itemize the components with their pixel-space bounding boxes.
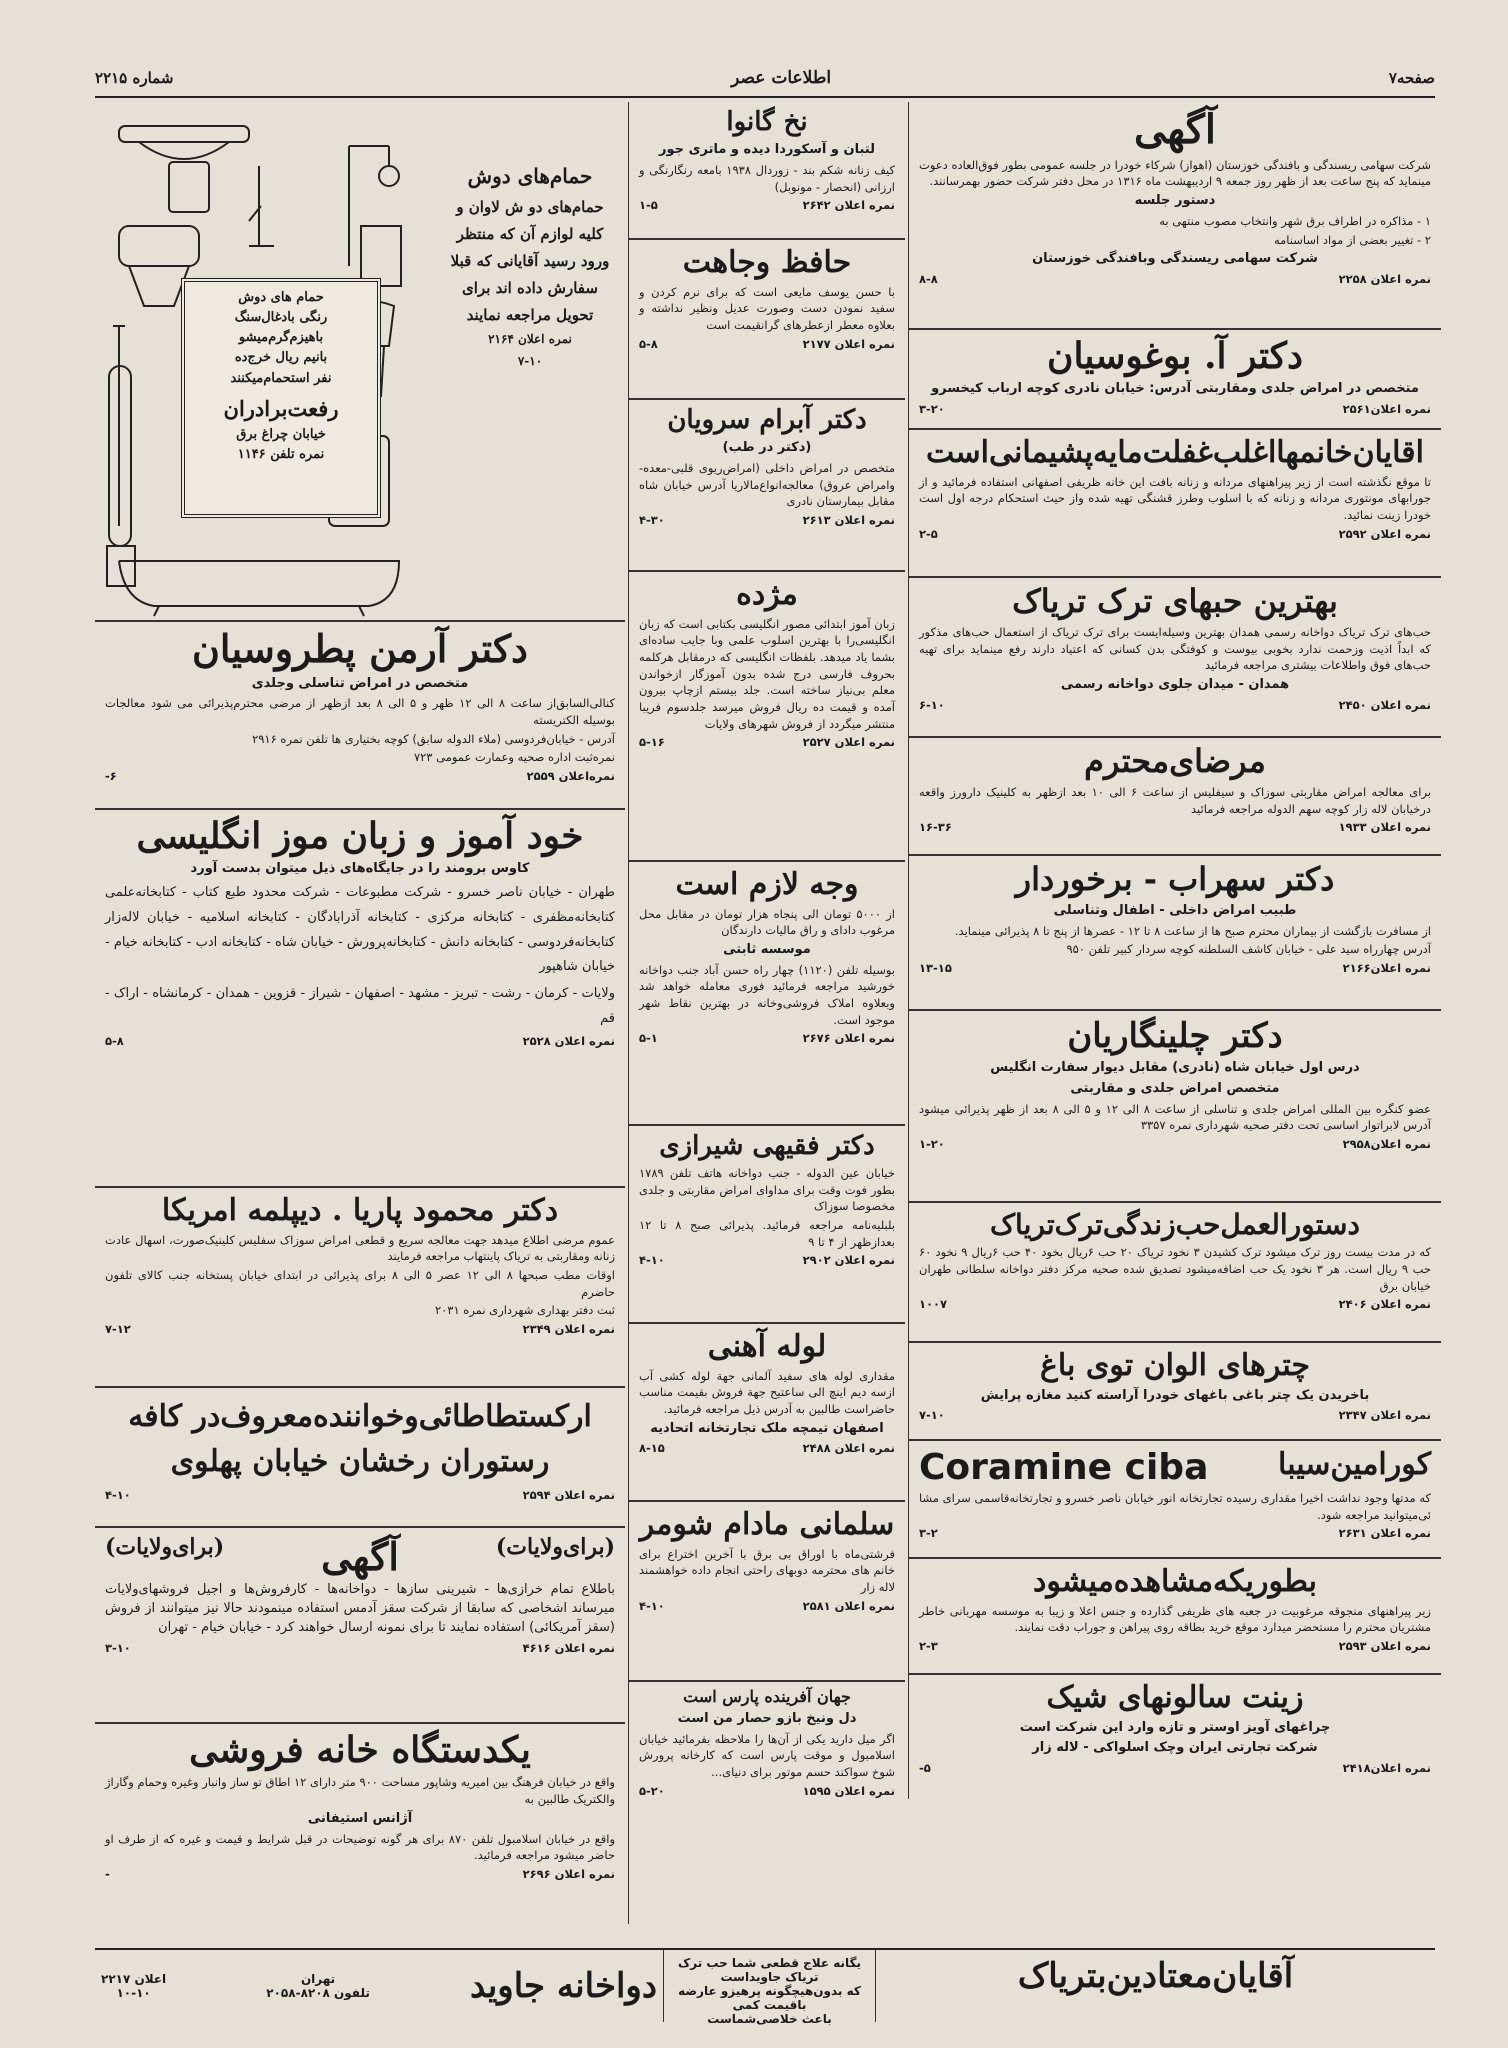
ad-text: بوسیله تلفن (۱۱۲۰) چهار راه حسن آباد جنب دواخانه خورشید مراجعه فرمائید فوری معامله خواهد شد وبعلاوه املاک فروشی‌وخانه در بهترین نقاط شهر موجود است. — [639, 962, 895, 1027]
ad-title: دکتر آبرام سرویان — [667, 405, 867, 435]
ref-number: نمره اعلان ۲۶۱۳ — [802, 512, 895, 527]
ref-number: نمره اعلان ۲۳۴۷ — [1338, 1408, 1431, 1423]
ad-title: زینت سالونهای شیک — [1046, 1680, 1304, 1715]
ad-title: خود آموز و زبان موز انگلیسی — [136, 815, 584, 857]
frame-phone: نمره تلفن ۱۱۴۶ — [237, 447, 325, 463]
ad-title-latin: Coramine ciba — [919, 1447, 1209, 1488]
ad-text: عضو کنگره بین المللی امراض جلدی و تناسلی از ساعت ۸ الی ۱۲ و ۵ الی ۸ بعد از ظهر پذیرائی میشود آدرس لابراتوار اساسی تحت دفتر صحیه شهرداری نمره ۳۳۵۷ — [919, 1101, 1431, 1133]
footer-line: یگانه علاج قطعی شما حب ترک تریاک جاویداست — [677, 1956, 862, 1984]
ad-title: دکتر فقیهی شیرازی — [659, 1131, 875, 1161]
ad-title: آگهی — [1134, 106, 1216, 153]
ad-shower-baths — [95, 102, 625, 622]
ad-ref — [919, 961, 1431, 975]
ad-text: متخصص در امراض جلدی ومقاربتی آدرس: خیابان نادری کوچه ارباب کیخسرو — [931, 381, 1419, 397]
ad-text: که مدتها وجود نداشت اخیرا مقداری رسیده تجارتخانه انور خیابان ناصر خسرو و تجارتخانه‌قاسمی سرای مشا ئی‌میتوانید مراجعه شود. — [919, 1491, 1431, 1522]
ad-patients — [909, 738, 1441, 856]
ad-ref — [639, 198, 895, 212]
ref-code: ۵-۸ — [105, 1034, 124, 1049]
ad-text: شرکت سهامی ریسندگی و بافندگی خوزستان (اهواز) شرکاء خودرا در جلسه عمومی بطور فوق‌العاده دعوت مینماید که پنج ساعت بعد از ظهر روز جمعه ۹ اردیبهشت ماه ۱۳۱۶ در محل دفتر شرکت حضور بهمرسانند. — [919, 157, 1431, 189]
ad-text: فرشتی‌ماه با اوراق بی برق با آخرین اختراع برای خانم های محترمه دوبهای راحتی انجام داده خواهشمند لاله زار — [639, 1546, 895, 1594]
ref-number: نمره اعلان۲۴۱۸ — [1342, 1761, 1431, 1776]
ref-code: ۶- — [105, 769, 117, 784]
ad-title: حافظ وجاهت — [682, 245, 852, 280]
bath-ad-text — [445, 158, 615, 372]
ref-code: ۵-۸ — [639, 336, 658, 351]
footer-phone: تلفون ۸۲۰۸-۲۰۵۸ — [266, 1986, 370, 2000]
ad-title: نخ گانوا — [726, 107, 808, 137]
ad-ref — [919, 402, 1431, 416]
ref-code: ۱۰-۱۰ — [116, 1986, 151, 2000]
ad-title: دکتر چلینگاریان — [1067, 1016, 1283, 1056]
ad-text: ولایات - کرمان - رشت - تبریز - مشهد - اصفهان - شیراز - قزوین - همدان - کرمانشاه - اراک - قم — [105, 985, 615, 1026]
ref-code: ۲-۵ — [919, 526, 938, 541]
page-number: صفحه۷ — [1388, 69, 1435, 87]
ad-text: اصفهان تیمچه ملک تجارتخانه اتحادیه — [650, 1420, 884, 1436]
ref-number: نمره اعلان ۲۹۰۲ — [802, 1253, 895, 1268]
ad-ref — [919, 527, 1431, 541]
footer-title: آقایان‌معتادین‌بتریاک — [1017, 1956, 1294, 1996]
ad-title: دستورالعمل‌حب‌زندگی‌ترک‌تریاک — [990, 1208, 1360, 1241]
ref-code: ۷-۱۲ — [105, 1321, 131, 1336]
ad-title: چترهای الوان توی باغ — [1040, 1348, 1310, 1383]
ad-text: ۲ - تغییر بعضی از مواد اساسنامه — [1273, 232, 1431, 247]
ad-title: دکتر سهراب - برخوردار — [1015, 860, 1335, 898]
ad-opium-pills — [909, 578, 1441, 738]
ref-code: ۱۰۰۷ — [919, 1297, 948, 1312]
ad-life-pills — [909, 1203, 1441, 1343]
ref-number: نمره اعلان ۲۴۵۰ — [1338, 697, 1431, 712]
ad-paria — [95, 1188, 625, 1388]
ad-text: که در مدت بیست روز ترک میشود ترک کشیدن ۳ نخود تریاک ۲۰ حب ۶ریال بخود ۴۰ حب ۶ریال ۹ نخود ۶۰ حب ۹ ریال است. هر ۳ نخود یک حب اضافه‌میشود تصدیق شده صحیه مرکز دفتر دواخانه سلطانی طهران خیابان برق — [919, 1245, 1431, 1293]
ad-ref — [639, 735, 895, 749]
ref-code: ۵-۱۶ — [639, 735, 665, 750]
ad-petrosian — [95, 622, 625, 810]
ref-number: نمره اعلان ۲۵۲۸ — [522, 1034, 615, 1049]
ad-text: متخصص در امراض تناسلی وجلدی — [251, 675, 469, 691]
ref-number: نمره اعلان ۲۶۷۶ — [802, 1031, 895, 1046]
frame-line: باهیزم‌گرم‌میشو — [238, 330, 324, 346]
ad-title-row — [919, 1447, 1431, 1488]
ad-hafez-beauty — [629, 240, 905, 400]
ad-text: بلبلیه‌نامه مراجعه فرمائید. پذیرائی صبح ۸ تا ۱۲ بعدازظهر از ۴ تا ۹ — [639, 1218, 895, 1249]
ad-house-sale — [95, 1724, 625, 1948]
ad-title-row — [105, 1534, 615, 1579]
ad-english-tutor — [95, 810, 625, 1188]
page-header — [95, 60, 1435, 98]
ad-ref — [639, 1031, 895, 1045]
ad-text: واقع در خیابان اسلامبول تلفن ۸۷۰ برای هر گونه توضیحات در قبل شرایط و قیمت و غیره که از طرف او حاضر میشود مراجعه فرمائید. — [105, 1831, 615, 1863]
ref-number: نمره اعلان ۲۴۰۶ — [1338, 1297, 1431, 1312]
ref-code: ۴-۱۰ — [639, 1598, 665, 1613]
ad-side-label: (برای‌ولایات) — [495, 1534, 615, 1560]
ad-text: ۱ - مذاکره در اطراف برق شهر وانتخاب مصوب منتهی به — [1159, 213, 1431, 228]
ref-number: نمره اعلان ۲۵۹۲ — [1338, 526, 1431, 541]
ad-text: اوقات مطب صبحها ۸ الی ۱۲ عصر ۵ الی ۸ برای پذیرائی در ابتدای خیابان پستخانه جنب کالای تلفون حاضرم — [105, 1267, 615, 1299]
footer-ref — [101, 1972, 166, 2000]
ad-title: سلمانی مادام شومر — [639, 1507, 895, 1542]
ad-text: کنالی‌السابق‌از ساعت ۸ الی ۱۲ ظهر و ۵ الی ۸ بعد ازظهر از مرضی محترم‌پذیرائی می‌ شود معالجات بوسیله الکتریسته — [105, 696, 615, 728]
ad-barkhordar — [909, 856, 1441, 1011]
ad-title: اقایان‌خانمهااغلب‌غفلت‌مایه‌پشیمانی‌است — [926, 435, 1424, 470]
ref-number: نمره اعلان ۲۳۴۹ — [522, 1321, 615, 1336]
frame-brand: رفعت‌برادران — [223, 395, 339, 421]
ad-text: طهران - خیابان ناصر خسرو - شرکت مطبوعات - شرکت محدود طبع کتاب - کتابخانه‌علمی کتابخانه‌مظفری - کتابخانه مرکزی - کتابخانه آذرابادگان - کتابخانه اسلامیه - خیابان لاله‌زار کتابخانه‌فردوسی - کتابخانه دانش - کتابخانه‌پرورش - خیابان شاه - کتابخانه ادب - کتابخانه خیام - خیابان شاهپور — [105, 885, 615, 975]
bath-title: حمام‌های دوش — [467, 164, 593, 188]
ad-text: همدان - میدان جلوی دواخانه رسمی — [1060, 676, 1290, 692]
ad-iron-pipe — [629, 1324, 905, 1502]
ad-servian — [629, 400, 905, 572]
ad-boghosian — [909, 330, 1441, 430]
ref-number: نمره اعلان ۲۱۶۴ — [488, 332, 572, 346]
ad-ref — [639, 513, 895, 527]
ref-code: ۸-۸ — [919, 272, 938, 287]
ad-text: (دکتر در طب) — [722, 440, 812, 456]
ad-title: کورامین‌سیبا — [1278, 1447, 1431, 1482]
ad-salon-lamps — [909, 1675, 1441, 1799]
footer-right — [875, 1950, 1435, 2022]
footer-line: باعث خلاصی‌شماست — [707, 2012, 832, 2026]
ad-world-creator — [629, 1682, 905, 1924]
ad-ref — [639, 1784, 895, 1798]
ad-title: ارکستطاطائی‌وخواننده‌معروف‌در کافه رستوران رخشان خیابان پهلوی — [128, 1399, 592, 1479]
ad-ref — [639, 1599, 895, 1613]
ad-text: شرکت سهامی ریسندگی وبافندگی خوزستان — [1032, 251, 1318, 267]
paper-name: اطلاعات عصر — [731, 68, 832, 88]
ad-text: دستور جلسه — [1134, 193, 1216, 209]
ad-ref — [639, 1253, 895, 1267]
footer-pharmacy: دواخانه جاوید — [469, 1966, 657, 2006]
ref-number: نمره اعلان۲۹۵۸ — [1342, 1137, 1431, 1152]
frame-line: رنگی بادغال‌سنگ — [234, 310, 328, 326]
ad-as-seen — [909, 1559, 1441, 1675]
ref-code: ۵- — [919, 1761, 931, 1776]
frame-line: نفر استحمام‌میکنند — [230, 370, 332, 386]
ref-code: ۳-۲۰ — [919, 402, 945, 417]
ad-text: کیف زنانه شکم بند - زوردال ۱۹۳۸ بامعه رنگارنگی و ارزانی (انحصار - مونوبل) — [639, 162, 895, 194]
ref-code: - — [105, 1866, 110, 1881]
ad-title: بطوریکه‌مشاهده‌میشود — [1033, 1564, 1317, 1599]
ad-text: متخصص در امراض داخلی (امراض‌ریوی قلبی-معده-وامراض عروق) معالجه‌انواع‌مالاریا آدرس خیابان شاه مقابل بیمارستان نادری — [639, 460, 895, 509]
ad-text: عموم مرضی اطلاع میدهد جهت معالجه سریع و قطعی امراض سوزاک سفلیس کلینیک‌صورت، اسهال عادت زنانه ومقاربتی به تریاک پاینتهاب مراجعه فرمایند — [105, 1232, 615, 1264]
frame-address: خیابان چراغ برق — [236, 427, 326, 443]
ad-text: آدرس چهارراه سید علی - خیابان کاشف السلطنه کوچه سردار کبیر تلفن ۹۵۰ — [1066, 942, 1431, 957]
ad-ref — [919, 1639, 1431, 1653]
ref-code: ۳-۱۰ — [105, 1640, 131, 1655]
ad-title: یکدستگاه خانه فروشی — [189, 1729, 531, 1771]
ad-text: چراغهای آویز اوستر و تازه وارد این شرکت است — [1019, 1719, 1331, 1735]
ref-code: ۱۳-۱۵ — [919, 961, 952, 976]
ref-number: نمره اعلان ۲۱۷۷ — [802, 336, 895, 351]
ad-text: طبیب امراض داخلی - اطفال وتناسلی — [1053, 902, 1297, 918]
ad-text: دل ونیخ بازو حصار من است — [677, 1710, 857, 1726]
ref-number: نمره اعلان ۴۶۱۶ — [522, 1640, 615, 1655]
ad-text: تا موقع نگذشته است از زیر پیراهنهای مردانه و زنانه بافت این خانه ظریفی اصفهانی استفاده فرمائید و از جورابهای مونتوری مردانه و زنانه که با اسلوب وطرز قشنگی تهیه شده واز حیث استحکام درجه اول است خودرا زینت نمائید. — [919, 474, 1431, 522]
ad-text: ثبت دفتر بهداری شهرداری نمره ۲۰۳۱ — [434, 1303, 615, 1318]
ad-ganova — [629, 102, 905, 240]
ad-text: لتبان و آسکوردا دیده و ماتری جور — [659, 142, 875, 158]
ref-number: نمره اعلان ۲۶۹۶ — [522, 1866, 615, 1881]
ad-title: مرضای‌محترم — [1084, 742, 1266, 780]
ad-text: حب‌های ترک تریاک دواخانه رسمی همدان بهترین وسیله‌ایست برای ترک تریاک از استعمال حب‌های مذکور که ابداً اذیت وزحمت ندارد بخوبی بیوست و کوفتگی بدن کسانی که اعتیاد دارند رفع مینماید برای تهیه حب‌های فوق واطلاعات بیشتری مراجعه فرمائید — [919, 624, 1431, 673]
ad-title: دکتر آ. بوغوسیان — [1047, 335, 1303, 377]
ad-ref — [639, 337, 895, 351]
ad-text: واقع در خیابان فرهنگ بین امیریه وشاپور مساحت ۹۰۰ متر دارای ۱۲ اطاق تو ساز وانبار وغیره وحمام وگاراژ والکتریک طالبین به — [105, 1775, 615, 1806]
ad-ref — [919, 1761, 1431, 1775]
ad-khuzestan — [909, 102, 1441, 330]
left-column — [95, 102, 625, 1948]
ad-ref — [919, 1408, 1431, 1422]
right-column — [908, 102, 1441, 1799]
ref-code: ۱۶-۳۶ — [919, 820, 952, 835]
ad-text: زیر پیراهنهای منجوقه مرغوبیت در جعبه های ظریفی گذارده و جنس اعلا و زیبا به موسسه مهربانی خاطر مشتریان محترم را مستحضر میدارد موقع خرید بطاقه روی پیراهن و جوراب دقت نمایند. — [919, 1603, 1431, 1635]
footer-left — [95, 1950, 663, 2022]
ref-code: ۱-۵ — [639, 198, 658, 213]
ref-number: نمره اعلان ۲۴۸۸ — [802, 1441, 895, 1456]
bath-ad-frame — [181, 278, 381, 518]
ad-text: خیابان عین الدوله - جنب دواخانه هاتف تلفن ۱۷۸۹ بطور فوت وقت برای مداوای امراض مقاربتی و جلدی مخصوصا سوزاک — [639, 1166, 895, 1214]
ad-title: آگهی — [321, 1534, 399, 1579]
ad-text: شرکت تجارتی ایران وچک اسلواکی - لاله زار — [1032, 1740, 1318, 1756]
ad-ref — [919, 820, 1431, 834]
ad-title: لوله آهنی — [707, 1329, 827, 1364]
ad-ref — [919, 698, 1431, 712]
ref-code: ۵-۲۰ — [639, 1783, 665, 1798]
ad-text: نمره‌ثبت اداره صحیه وعمارت عمومی ۷۲۳ — [413, 750, 615, 765]
ref-code: ۵-۱ — [639, 1031, 658, 1046]
ref-number: اعلان ۲۲۱۷ — [101, 1972, 167, 1986]
ad-ref — [105, 1034, 615, 1048]
frame-line: حمام های دوش — [238, 290, 324, 305]
ad-ref — [639, 1441, 895, 1455]
ad-faghihi — [629, 1126, 905, 1324]
ad-text: آژانس استیفانی — [307, 1810, 413, 1826]
ad-side-label: (برای‌ولایات) — [105, 1534, 225, 1560]
ref-code: ۶-۱۰ — [919, 697, 945, 712]
ad-title: وجه لازم است — [675, 867, 859, 902]
ad-title: دکتر محمود پاریا . دیپلمه امریکا — [161, 1193, 559, 1228]
ref-number: نمره اعلان ۲۵۲۷ — [802, 735, 895, 750]
ad-text: مقداری لوله های سفید آلمانی جهة لوله کشی آب ازسه دیم اینچ الی ساعتیح جهة فروش بقیمت مناسب حاضراست طالبین به آدرس ذیل مراجعه فرمائید. — [639, 1368, 895, 1416]
ad-title: جهان آفرینده پارس است — [683, 1687, 851, 1706]
ad-text: متخصص امراض جلدی و مقاربتی — [1070, 1080, 1280, 1096]
ref-code: ۲-۳ — [919, 1638, 938, 1653]
ref-number: نمره اعلان ۱۵۹۵ — [802, 1783, 895, 1798]
frame-line: بانیم ریال خرج‌ده — [234, 350, 328, 366]
ref-code: ۷-۱۰ — [517, 353, 543, 368]
ad-ref — [105, 1322, 615, 1336]
ad-ref — [919, 1137, 1431, 1151]
ad-text: برای معالجه امراض مقاربتی سوزاک و سیفلیس از ساعت ۶ الی ۱۰ بعد ازظهر به کلینیک دارورز واقعه درخیابان لاله زار کوچه سهم الدوله مراجعه فرمائید — [919, 784, 1431, 816]
ad-text: از ۵۰۰۰ تومان الی پنجاه هزار تومان در مقابل محل مرغوب دادای و راق مالیات دارندگان — [639, 906, 896, 938]
bath-body: حمام‌های دو ش لاوان و کلیه لوازم آن که منتظر ورود رسید آقایانی که قبلا سفارش داده اند برای تحویل مراجعه نمایند — [450, 198, 610, 324]
footer-line: که بدون‌هیچگونه پرهیزو عارضه باقیمت کمی — [678, 1984, 861, 2012]
footer-city: تهران — [300, 1972, 336, 1986]
ad-title: مژده — [736, 577, 798, 612]
ad-ref — [105, 1488, 615, 1502]
ref-number: نمره اعلان ۲۵۹۳ — [1338, 1638, 1431, 1653]
ad-ref — [919, 272, 1431, 286]
ad-ref — [105, 1867, 615, 1881]
footer-contact — [266, 1972, 370, 2000]
ref-code: ۸-۱۵ — [639, 1441, 665, 1456]
ref-code: ۱-۲۰ — [919, 1137, 945, 1152]
ref-number: نمره اعلان۲۱۶۶ — [1342, 961, 1431, 976]
ad-title: بهترین حبهای ترک تریاک — [1012, 582, 1338, 620]
ref-code: ۷-۱۰ — [919, 1408, 945, 1423]
ref-number: نمره اعلان ۲۵۹۴ — [522, 1488, 615, 1502]
footer-middle — [663, 1950, 875, 2026]
issue-number: شماره ۲۲۱۵ — [95, 69, 174, 87]
ad-money-needed — [629, 862, 905, 1126]
ad-text: از مسافرت بازگشت از بیماران محترم صبح ها از ساعت ۸ تا ۱۲ - عصرها از پنج تا ۸ پذیرائی مینماید. — [954, 923, 1431, 938]
ad-text: باطلاع تمام خرازی‌ها - شیرینی سازها - دواخانه‌ها - کارفروش‌ها و اجیل فروشهای‌ولایات میرساند اشخاصی که سابقا از شرکت سقز آدمس استفاده مینمودند حالا نیز میتوانند از فروش (سقز آمریکائی) استفاده نمایند تا برای نمونه ارسال خواهند کرد - خیابان خیام - تهران — [105, 1582, 615, 1635]
ref-code: ۴-۱۰ — [639, 1253, 665, 1268]
ad-gum — [95, 1528, 625, 1724]
ref-code: ۴-۳۰ — [639, 512, 665, 527]
ref-number: نمره اعلان ۲۵۸۱ — [802, 1598, 895, 1613]
ad-title: دکتر آرمن پطروسیان — [192, 626, 528, 671]
ad-text: با حسن یوسف مایعی است که برای نرم کردن و سفید نمودن دست وصورت عدیل ونظیر نداشته و بعلاوه معطر ازعطرهای گرانقیمت است — [639, 284, 895, 332]
ad-text: باخریدن یک چتر باغی باغهای خودرا آراسته کنید مغازه پرایش — [980, 1387, 1370, 1403]
middle-column — [628, 102, 905, 1924]
ad-ref — [105, 769, 615, 783]
ref-number: نمره اعلان۲۵۶۱ — [1342, 402, 1431, 417]
ad-text: آدرس - خیابان‌فردوسی (ملاء الدوله سابق) کوچه بختیاری ها تلفن نمره ۲۹۱۶ — [252, 731, 615, 746]
ad-chelingarian — [909, 1011, 1441, 1203]
footer-ad — [95, 1948, 1435, 2026]
ref-number: نمره اعلان ۲۲۵۸ — [1338, 272, 1431, 287]
ad-text: زبان آموز ابتدائی مصور انگلیسی بکتابی است که زبان انگلیسی‌را با بهترین اسلوب علمی وبا جایب ساده‌ای بشما یاد میدهد. بلفظات انگلیسی که درمقابل هرکلمه بحروف فارسی درج شده بدون آموزگار ازخواندن معلم بی‌نیاز ساخته است. جلد بیستم ازچاپ بیرون آمده و قیمت ده ریال فروش میرسد جلدسوم فریبا منتشر میگردد از فروش شهرهای ولایات — [639, 616, 895, 731]
ad-ref — [105, 1641, 615, 1655]
ref-number: نمره اعلان ۱۹۳۳ — [1338, 820, 1431, 835]
ad-text: موسسه ثابتی — [723, 941, 811, 957]
ad-ref — [919, 1297, 1431, 1311]
ad-text: اگر میل دارید یکی از آن‌ها را ملاحظه بفرمائید خیابان اسلامبول و موقت پارس است که کارخانه پرورش شوخ سواکند حسم موتور برای دنیای... — [639, 1731, 895, 1780]
ad-text: درس اول خیابان شاه (نادری) مقابل دیوار سفارت انگلیس — [990, 1060, 1360, 1076]
ad-text: کاوس برومند را در جایگاه‌های ذیل میتوان بدست آورد — [190, 861, 530, 877]
ad-coramine — [909, 1441, 1441, 1559]
ref-code: ۳-۲ — [919, 1526, 938, 1541]
ad-orchestra — [95, 1388, 625, 1528]
ad-ref — [919, 1526, 1431, 1540]
ref-number: نمره اعلان ۲۶۴۲ — [802, 198, 895, 213]
ref-number: نمره‌اعلان ۲۵۵۹ — [526, 769, 615, 784]
ref-number: نمره اعلان ۲۶۳۱ — [1338, 1526, 1431, 1541]
ref-code: ۴-۱۰ — [105, 1488, 131, 1502]
ad-underwear — [909, 430, 1441, 578]
ad-good-news — [629, 572, 905, 862]
ad-salon-schomer — [629, 1502, 905, 1682]
ad-garden-umbrellas — [909, 1343, 1441, 1441]
